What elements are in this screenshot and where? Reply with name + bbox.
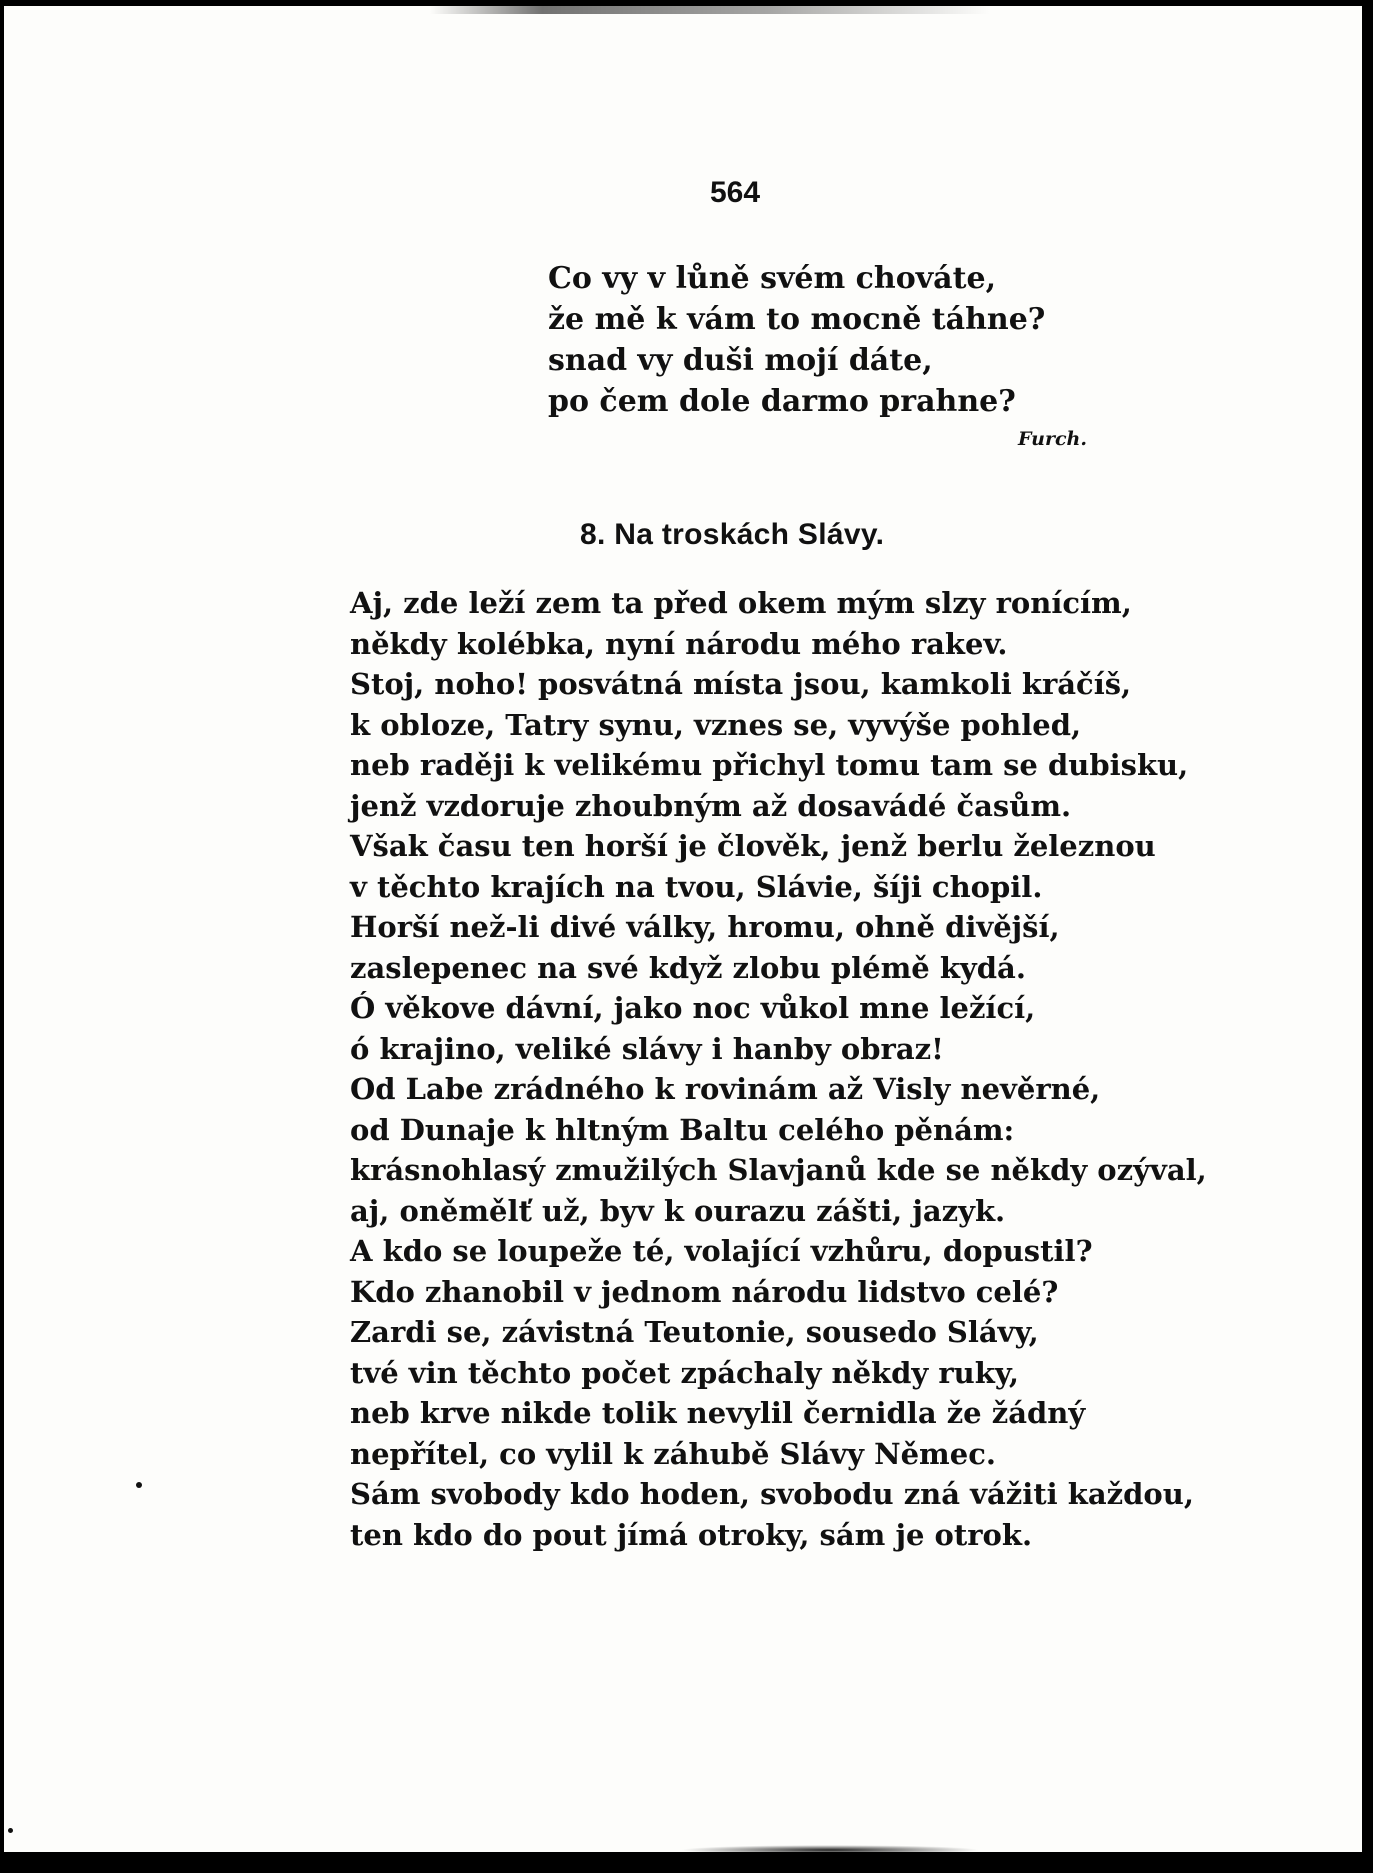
- poem-line: Horší než-li divé války, hromu, ohně divější,: [350, 910, 1060, 944]
- stanza-line: že mě k vám to mocně táhne?: [548, 302, 1046, 337]
- poem-line: Kdo zhanobil v jednom národu lidstvo celé?: [350, 1274, 1059, 1309]
- poem-line: Však času ten horší je člověk, jenž berlu železnou: [350, 829, 1156, 863]
- poem-line: ten kdo do pout jímá otroky, sám je otrok.: [350, 1517, 1033, 1552]
- preceding-stanza: [548, 258, 1045, 422]
- poem-line: neb krve nikde tolik nevylil černidla že žádný: [350, 1396, 1086, 1430]
- poem-line: ó krajino, veliké slávy i hanby obraz!: [350, 1031, 944, 1066]
- page-number: 564: [710, 176, 761, 209]
- poem-line: v těchto krajích na tvou, Slávie, šíji chopil.: [350, 869, 1043, 904]
- scan-speck: [136, 1482, 142, 1488]
- poem-line: od Dunaje k hltným Baltu celého pěnám:: [350, 1112, 1015, 1147]
- poem-line: A kdo se loupeže té, volající vzhůru, dopustil?: [350, 1234, 1093, 1268]
- poem-line: aj, oněmělť už, byv k ourazu zášti, jazyk.: [350, 1193, 1006, 1228]
- poem-line: jenž vzdoruje zhoubným až dosavádé časům.: [350, 788, 1072, 823]
- poem-line: k obloze, Tatry synu, vznes se, vyvýše pohled,: [350, 707, 1082, 742]
- poem-heading: 8. Na troskách Slávy.: [580, 518, 885, 551]
- poem-line: Ó věkove dávní, jako noc vůkol mne ležící,: [350, 991, 1036, 1025]
- poem-line: nepřítel, co vylil k záhubě Slávy Němec.: [350, 1436, 996, 1471]
- poem-line: zaslepenec na své když zlobu plémě kydá.: [350, 950, 1026, 985]
- poem-line: Sám svobody kdo hoden, svobodu zná vážiti každou,: [350, 1477, 1194, 1511]
- author-attribution: Furch.: [1018, 428, 1087, 450]
- poem-line: Stoj, noho! posvátná místa jsou, kamkoli kráčíš,: [350, 667, 1132, 701]
- stanza-line: po čem dole darmo prahne?: [548, 384, 1016, 419]
- poem-line: neb raději k velikému přichyl tomu tam se dubisku,: [350, 748, 1189, 782]
- poem-line: tvé vin těchto počet zpáchaly někdy ruky,: [350, 1355, 1019, 1390]
- scan-edge-smudge-bottom: [680, 1845, 980, 1855]
- poem-line: Zardi se, závistná Teutonie, sousedo Slávy,: [350, 1315, 1039, 1349]
- poem-line: někdy kolébka, nyní národu mého rakev.: [350, 626, 1008, 661]
- poem-line: Aj, zde leží zem ta před okem mým slzy ronícím,: [350, 586, 1132, 620]
- scan-edge-smudge-top: [430, 6, 990, 14]
- poem-body: [350, 583, 1207, 1555]
- poem-line: Od Labe zrádného k rovinám až Visly nevěrné,: [350, 1072, 1101, 1106]
- stanza-line: snad vy duši mojí dáte,: [548, 343, 933, 378]
- stanza-line: Co vy v lůně svém chováte,: [548, 261, 997, 296]
- scan-speck: [8, 1828, 13, 1833]
- poem-line: krásnohlasý zmužilých Slavjanů kde se někdy ozýval,: [350, 1153, 1207, 1187]
